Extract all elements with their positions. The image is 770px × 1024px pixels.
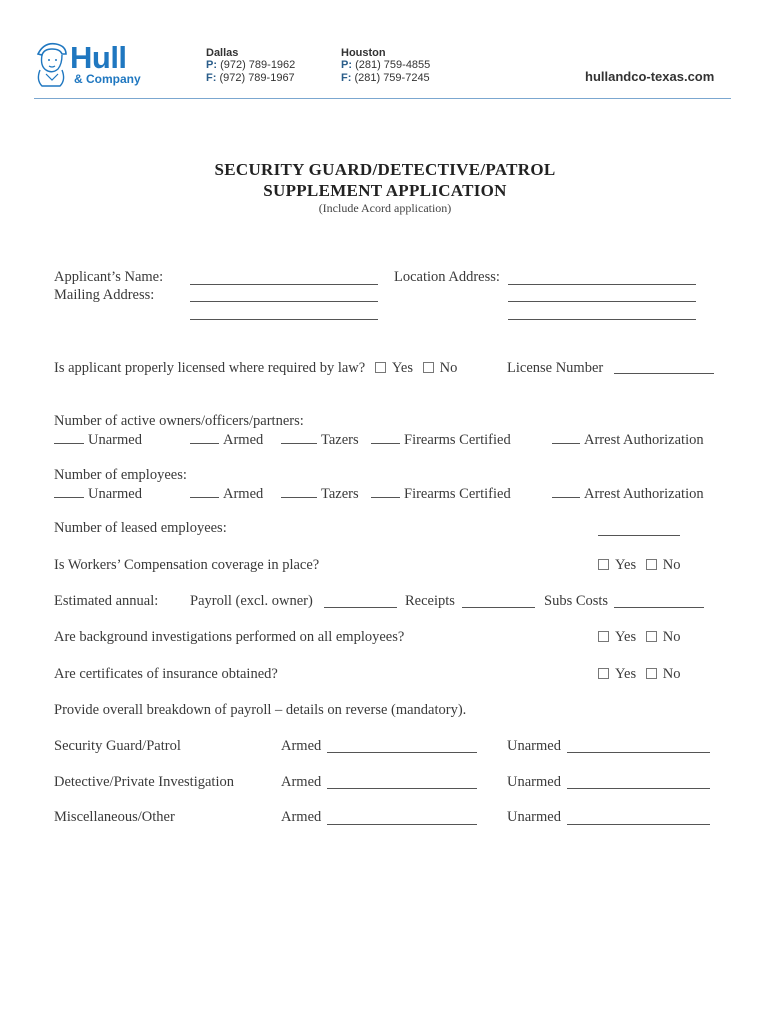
employees-firearms: Firearms Certified [371,485,511,503]
certificates-question: Are certificates of insurance obtained? [54,666,278,682]
location-address-field-2[interactable] [508,301,696,302]
receipts-field[interactable] [462,607,535,608]
dallas-phone: (972) 789-1962 [220,59,296,71]
payroll-row-unarmed-label: Unarmed [507,738,561,754]
license-number-label: License Number [507,360,604,376]
form-title-line1: SECURITY GUARD/DETECTIVE/PATROL [214,160,556,179]
leased-employees-field[interactable] [598,535,680,536]
background-yes-checkbox[interactable] [598,631,609,642]
detective-unarmed-field[interactable] [567,788,710,789]
owners-armed-field[interactable] [190,431,219,444]
dallas-contact: Dallas P: (972) 789-1962 F: (972) 789-1967 [206,47,296,84]
dallas-fax: (972) 789-1967 [219,72,295,84]
website-link[interactable]: hullandco-texas.com [585,69,715,84]
location-address-field-3[interactable] [508,319,696,320]
payroll-row-label: Detective/Private Investigation [54,774,234,790]
estimated-annual-label: Estimated annual: [54,593,159,609]
owners-tazers: Tazers [281,431,359,449]
licensed-yes-checkbox[interactable] [375,362,386,373]
background-options: Yes No [598,629,680,646]
payroll-label: Payroll (excl. owner) [190,593,313,609]
security-unarmed-field[interactable] [567,752,710,753]
subs-costs-label: Subs Costs [544,593,609,609]
employees-firearms-field[interactable] [371,485,400,498]
owners-arrest-field[interactable] [552,431,580,444]
employees-heading: Number of employees: [54,467,187,483]
owners-firearms-field[interactable] [371,431,400,444]
payroll-row-unarmed-label: Unarmed [507,809,561,825]
background-no-checkbox[interactable] [646,631,657,642]
employees-unarmed-field[interactable] [54,485,84,498]
employees-arrest-field[interactable] [552,485,580,498]
payroll-row-armed-label: Armed [281,738,322,754]
company-logo [34,40,158,90]
houston-fax: (281) 759-7245 [354,72,430,84]
employees-armed-field[interactable] [190,485,219,498]
applicant-name-field[interactable] [190,284,378,285]
security-armed-field[interactable] [327,752,477,753]
guard-mascot-icon [34,40,70,88]
houston-contact: Houston P: (281) 759-4855 F: (281) 759-7245 [341,47,431,84]
mailing-address-field-1[interactable] [190,301,378,302]
subs-costs-field[interactable] [614,607,704,608]
employees-armed: Armed [190,485,263,503]
payroll-row-label: Miscellaneous/Other [54,809,175,825]
employees-unarmed: Unarmed [54,485,142,503]
certificates-no-checkbox[interactable] [646,668,657,679]
certificates-yes-checkbox[interactable] [598,668,609,679]
payroll-row-label: Security Guard/Patrol [54,738,181,754]
owners-arrest: Arrest Authorization [552,431,704,449]
receipts-label: Receipts [405,593,455,609]
workers-comp-question: Is Workers’ Compensation coverage in place? [54,557,320,573]
houston-city: Houston [341,47,386,59]
houston-phone: (281) 759-4855 [355,59,431,71]
header-divider [34,98,731,99]
location-address-label: Location Address: [394,269,500,285]
payroll-breakdown-instruction: Provide overall breakdown of payroll – details on reverse (mandatory). [54,702,467,718]
form-subtitle: (Include Acord application) [318,201,452,215]
owners-armed: Armed [190,431,263,449]
detective-armed-field[interactable] [327,788,477,789]
applicant-name-label: Applicant’s Name: [54,269,164,285]
employees-tazers: Tazers [281,485,359,503]
owners-heading: Number of active owners/officers/partners: [54,413,304,429]
licensed-no-checkbox[interactable] [423,362,434,373]
background-question: Are background investigations performed on all employees? [54,629,405,645]
form-title-line2: SUPPLEMENT APPLICATION [263,181,507,200]
owners-unarmed-field[interactable] [54,431,84,444]
owners-tazers-field[interactable] [281,431,317,444]
logo-subtitle: & Company [74,72,141,86]
payroll-row-unarmed-label: Unarmed [507,774,561,790]
payroll-field[interactable] [324,607,397,608]
employees-tazers-field[interactable] [281,485,317,498]
dallas-city: Dallas [206,47,239,59]
logo-name: Hull [70,40,127,75]
certificates-options: Yes No [598,666,680,683]
workers-comp-yes-checkbox[interactable] [598,559,609,570]
leased-employees-label: Number of leased employees: [54,520,227,536]
owners-firearms: Firearms Certified [371,431,511,449]
payroll-row-armed-label: Armed [281,809,322,825]
misc-armed-field[interactable] [327,824,477,825]
workers-comp-no-checkbox[interactable] [646,559,657,570]
employees-arrest: Arrest Authorization [552,485,704,503]
location-address-field-1[interactable] [508,284,696,285]
workers-comp-options: Yes No [598,557,680,574]
licensed-question: Is applicant properly licensed where required by law? Yes No [54,360,458,376]
payroll-row-armed-label: Armed [281,774,322,790]
misc-unarmed-field[interactable] [567,824,710,825]
owners-unarmed: Unarmed [54,431,142,449]
license-number-field[interactable] [614,373,714,374]
mailing-address-label: Mailing Address: [54,287,155,303]
mailing-address-field-2[interactable] [190,319,378,320]
